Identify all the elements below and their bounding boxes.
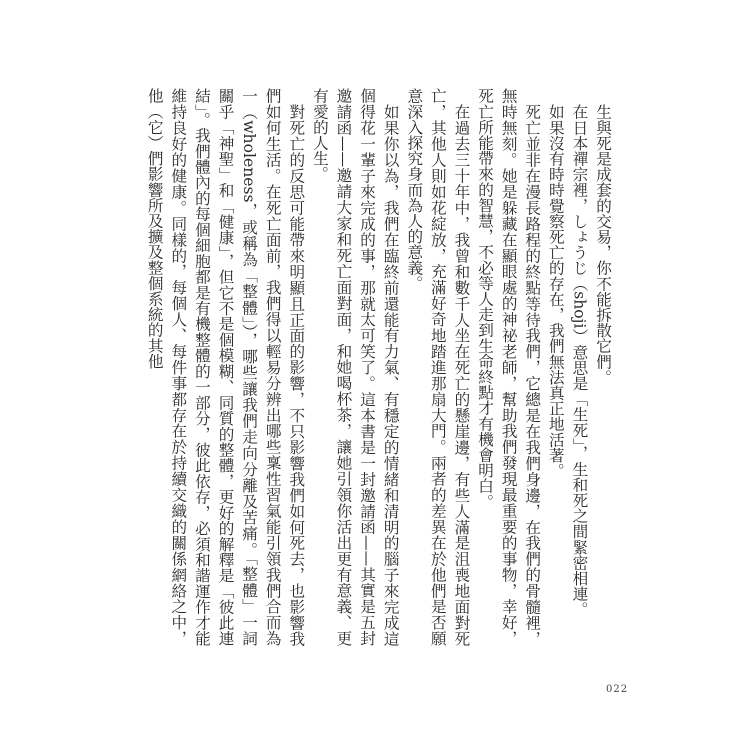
paragraph-6: 如果你以為，我們在臨終前還能有力氣、有穩定的情緒和清明的腦子來完成這個得花一輩子來完成的事，那就太可笑了。這本書是一封邀請函——其實是五封邀請函——邀請大家和死亡面對面，和她喝杯茶，讓她引領你活出更有意義、更有愛的人生。 [310, 88, 400, 646]
paragraph-2: 在日本禪宗裡，しょうじ（shoji）意思是「生死」，生和死之間緊密相連。 [570, 103, 589, 617]
paragraph-1: 生與死是成套的交易，你不能拆散它們。 [594, 103, 612, 385]
vertical-text-body [134, 88, 614, 646]
paragraph-4: 死亡並非在漫長路程的終點等待我們，它總是在我們身邊，在我們的骨髓裡，無時無刻。她是躲藏在顯眼處的神祕老師，幫助我們發現最重要的事物，幸好，死亡所能帶來的智慧，不必等人走到生命終點才有機會明白。 [476, 88, 542, 646]
paragraph-3: 如果沒有時時覺察死亡的存在，我們無法真正地活著。 [546, 103, 565, 478]
paragraph-5: 在過去三十年中，我曾和數千人坐在死亡的懸崖邊，有些人滿是沮喪地面對死亡，其他人則如花綻放，充滿好奇地踏進那扇大門。兩者的差異在於他們是否願意深入探究身而為人的意義。 [405, 88, 471, 646]
paragraph-7: 對死亡的反思可能帶來明顯且正面的影響，不只影響我們如何死去，也影響我們如何生活。在死亡面前，我們得以輕易分辨出哪些稟性習氣能引領我們合而為一（wholeness，或稱為「整體」），哪些讓我們走向分離及苦痛。「整體」一詞關乎「神聖」和「健康」，但它不是個模糊、同質的整體，更好的解釋是「彼此連結」。我們體內的每個細胞都是有機整體的一部分，彼此依存，必須和諧運作才能維持良好的健康。同樣的，每個人、每件事都存在於持續交織的關係網絡之中，他（它）們影響所及擴及整個系統的其他 [145, 88, 306, 646]
page-number: 022 [606, 684, 629, 695]
